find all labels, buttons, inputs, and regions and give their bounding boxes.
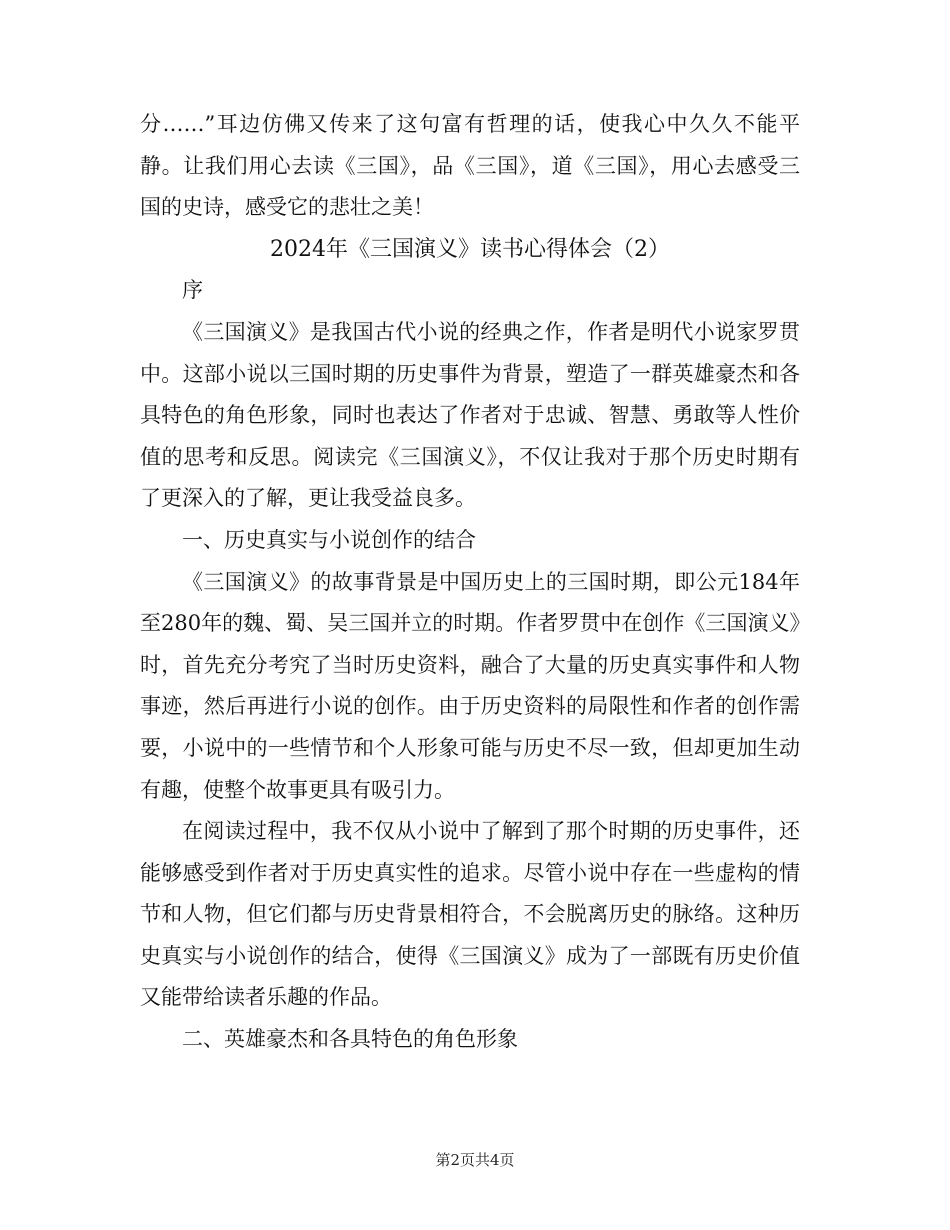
intro-paragraph: 分……”耳边仿佛又传来了这句富有哲理的话，使我心中久久不能平静。让我们用心去读《三国》，品《三国》，道《三国》，用心去感受三国的史诗，感受它的悲壮之美！ bbox=[140, 112, 800, 220]
paragraph-introduction: 《三国演义》是我国古代小说的经典之作，作者是明代小说家罗贯中。这部小说以三国时期的历史事件为背景，塑造了一群英雄豪杰和各具特色的角色形象，同时也表达了作者对于忠诚、智慧、勇敢等人性价值的思考和反思。阅读完《三国演义》，不仅让我对于那个历史时期有了更深入的了解，更让我受益良多。 bbox=[140, 319, 800, 511]
paragraph-historical-background: 《三国演义》的故事背景是中国历史上的三国时期，即公元184年至280年的魏、蜀、吴三国并立的时期。作者罗贯中在创作《三国演义》时，首先充分考究了当时历史资料，融合了大量的历史真实事件和人物事迹，然后再进行小说的创作。由于历史资料的局限性和作者的创作需要，小说中的一些情节和个人形象可能与历史不尽一致，但却更加生动有趣，使整个故事更具有吸引力。 bbox=[140, 569, 800, 802]
section-title: 2024年《三国演义》读书心得体会（2） bbox=[270, 236, 670, 262]
paragraph-preface: 序 bbox=[182, 278, 203, 303]
heading-history-and-fiction: 一、历史真实与小说创作的结合 bbox=[182, 527, 476, 552]
heading-heroes-and-characters: 二、英雄豪杰和各具特色的角色形象 bbox=[182, 1027, 518, 1052]
paragraph-reading-reflection: 在阅读过程中，我不仅从小说中了解到了那个时期的历史事件，还能够感受到作者对于历史真实性的追求。尽管小说中存在一些虚构的情节和人物，但它们都与历史背景相符合，不会脱离历史的脉络。这种历史真实与小说创作的结合，使得《三国演义》成为了一部既有历史价值又能带给读者乐趣的作品。 bbox=[140, 819, 800, 1010]
document-body bbox=[140, 104, 800, 1061]
page-number-footer: 第2页共4页 bbox=[435, 1151, 515, 1169]
